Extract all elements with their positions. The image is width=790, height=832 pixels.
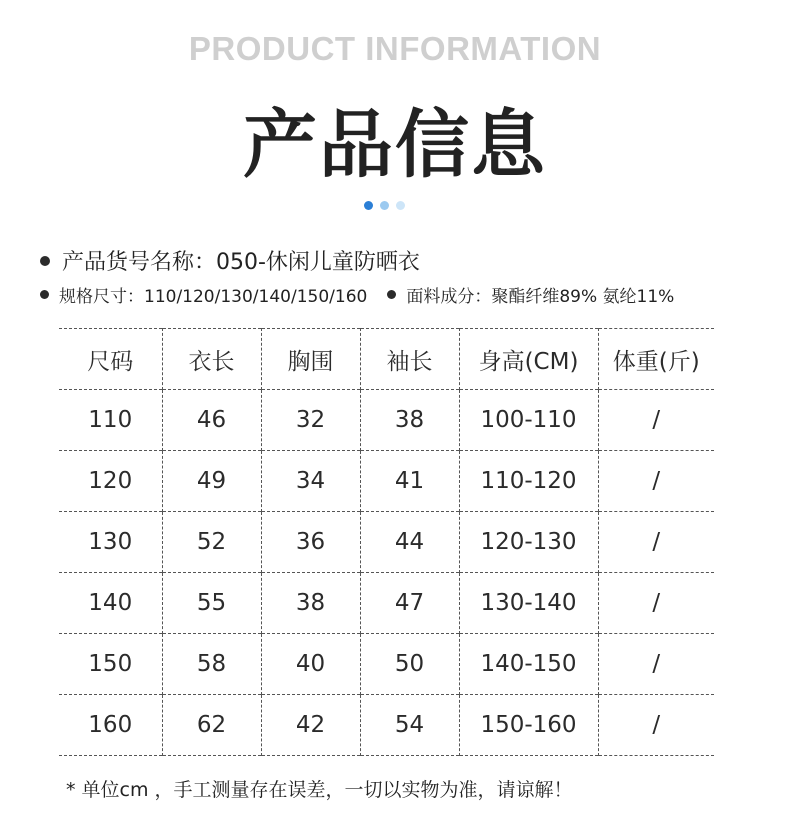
table-cell: 38: [261, 573, 360, 634]
table-header-row: [59, 329, 714, 390]
table-row: [59, 390, 714, 451]
table-cell: 130-140: [459, 573, 598, 634]
page-subtitle: PRODUCT INFORMATION: [188, 30, 602, 67]
table-row: [59, 451, 714, 512]
table-cell: 150: [88, 651, 133, 677]
table-cell: 150-160: [459, 695, 598, 756]
table-cell: 44: [360, 512, 459, 573]
table-cell: 52: [162, 512, 261, 573]
table-cell: 110: [88, 407, 133, 433]
table-row: [59, 695, 714, 756]
size-spec: 规格尺寸：110/120/130/140/150/160: [59, 287, 368, 307]
bullet-icon: [40, 256, 50, 266]
table-cell: 160: [88, 712, 133, 738]
table-cell: 50: [360, 634, 459, 695]
column-header: 胸围: [261, 329, 360, 390]
size-table: [59, 328, 714, 756]
table-cell: 41: [360, 451, 459, 512]
column-header: 体重(斤): [598, 329, 714, 390]
table-cell: 42: [261, 695, 360, 756]
carousel-dot[interactable]: [380, 201, 389, 210]
table-row: [59, 573, 714, 634]
table-cell: 34: [261, 451, 360, 512]
table-cell: /: [598, 451, 714, 512]
table-cell: 140-150: [459, 634, 598, 695]
column-header: 身高(CM): [459, 329, 598, 390]
table-cell: 58: [162, 634, 261, 695]
table-cell: 36: [261, 512, 360, 573]
table-cell: 46: [162, 390, 261, 451]
table-cell: 62: [162, 695, 261, 756]
table-cell: 120-130: [459, 512, 598, 573]
column-header: 尺码: [87, 348, 134, 375]
table-cell: /: [598, 634, 714, 695]
bullet-icon: [387, 290, 396, 299]
table-cell: /: [598, 573, 714, 634]
product-name-line: [40, 245, 420, 276]
table-row: [59, 634, 714, 695]
table-cell: /: [598, 390, 714, 451]
bullet-icon: [40, 290, 49, 299]
spec-line: [40, 282, 674, 307]
column-header: 袖长: [360, 329, 459, 390]
table-cell: 49: [162, 451, 261, 512]
measurement-footnote: * 单位cm ，手工测量存在误差，一切以实物为准，请谅解！: [66, 779, 573, 801]
column-header: 衣长: [162, 329, 261, 390]
table-cell: 40: [261, 634, 360, 695]
table-cell: 120: [88, 468, 133, 494]
table-cell: 32: [261, 390, 360, 451]
carousel-indicator: [364, 201, 405, 210]
carousel-dot[interactable]: [396, 201, 405, 210]
table-cell: 38: [360, 390, 459, 451]
product-name: 产品货号名称：050-休闲儿童防晒衣: [62, 250, 420, 275]
table-cell: 54: [360, 695, 459, 756]
fabric-composition: 面料成分：聚酯纤维89% 氨纶11%: [406, 287, 675, 307]
table-cell: 47: [360, 573, 459, 634]
table-cell: /: [598, 695, 714, 756]
table-cell: 55: [162, 573, 261, 634]
table-cell: 110-120: [459, 451, 598, 512]
table-cell: /: [598, 512, 714, 573]
table-row: [59, 512, 714, 573]
table-cell: 100-110: [459, 390, 598, 451]
table-cell: 140: [88, 590, 133, 616]
table-cell: 130: [88, 529, 133, 555]
page-title: 产品信息: [243, 102, 547, 188]
carousel-dot-active[interactable]: [364, 201, 373, 210]
